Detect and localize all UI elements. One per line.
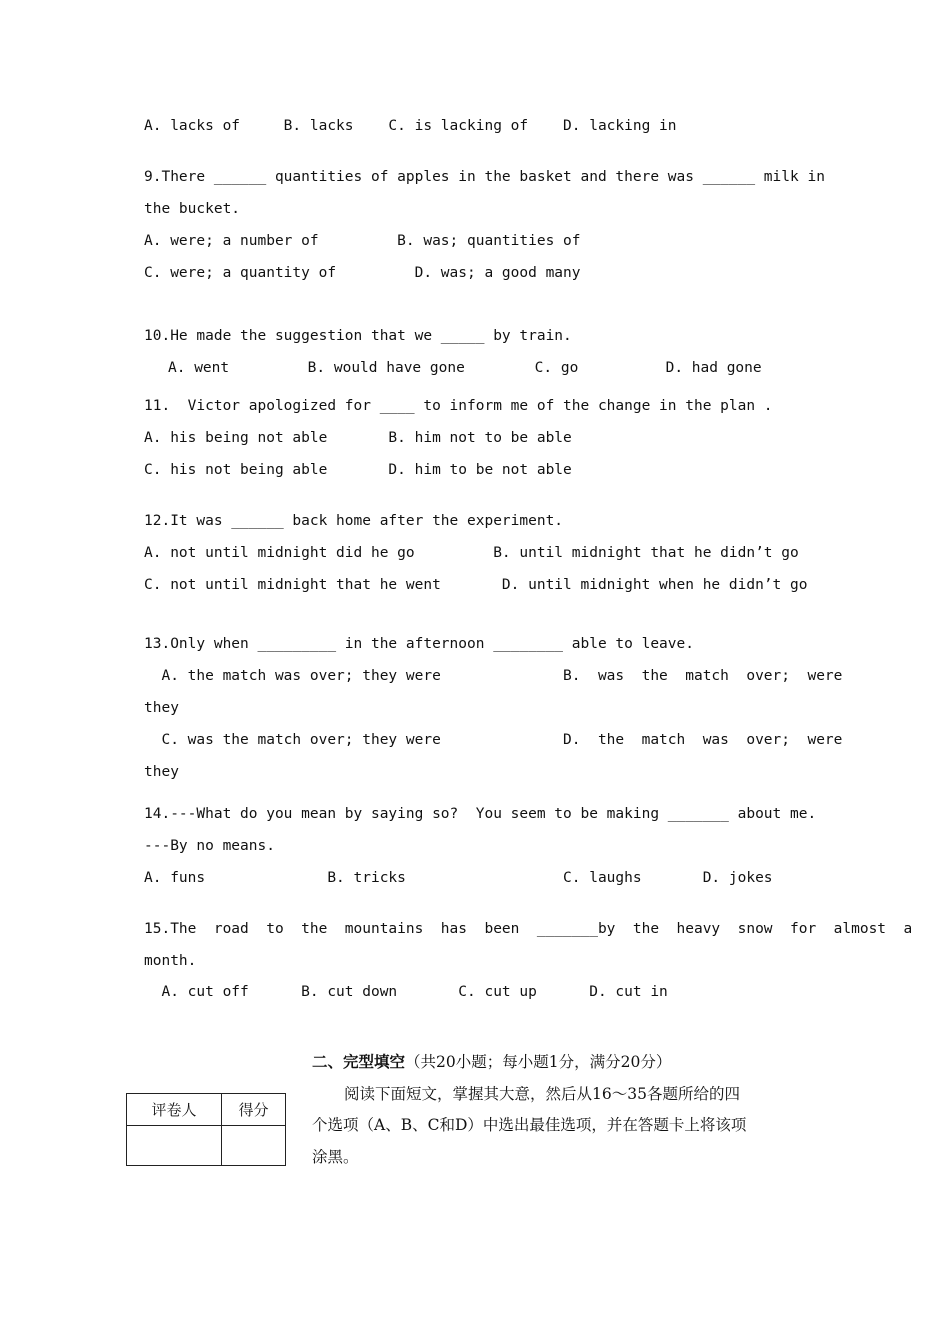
q13-options-ab: A. the match was over; they were B. was the match over; were xyxy=(144,668,843,684)
section-instruction-2: 个选项（A、B、C和D）中选出最佳选项，并在答题卡上将该项 xyxy=(312,1116,747,1134)
q9-stem: 9.There ______ quantities of apples in the basket and there was ______ milk in xyxy=(144,169,825,185)
section-subtitle: （共20小题；每小题1分，满分20分） xyxy=(405,1053,672,1071)
q12-options-cd: C. not until midnight that he went D. until midnight when he didn’t go xyxy=(144,577,808,593)
q12-options-ab: A. not until midnight did he go B. until midnight that he didn’t go xyxy=(144,545,799,561)
q15-stem: 15.The road to the mountains has been _______by the heavy snow for almost a xyxy=(144,921,913,937)
q14-stem: 14.---What do you mean by saying so? You seem to be making _______ about me. xyxy=(144,806,817,822)
q13-stem: 13.Only when _________ in the afternoon ________ able to leave. xyxy=(144,636,694,652)
grader-cell[interactable] xyxy=(127,1126,222,1166)
q13-options-ab-cont: they xyxy=(144,700,179,716)
grader-header: 评卷人 xyxy=(127,1094,222,1126)
q9-options-ab: A. were; a number of B. was; quantities of xyxy=(144,233,581,249)
q15-options: A. cut off B. cut down C. cut up D. cut in xyxy=(144,984,668,1000)
section-instruction-3: 涂黑。 xyxy=(312,1148,359,1166)
section-title: 二、完型填空 xyxy=(312,1052,406,1071)
q13-options-cd: C. was the match over; they were D. the match was over; were xyxy=(144,732,843,748)
q14-reply: ---By no means. xyxy=(144,838,275,854)
score-header: 得分 xyxy=(221,1094,285,1126)
q10-options: A. went B. would have gone C. go D. had gone xyxy=(168,360,762,376)
q9-stem-cont: the bucket. xyxy=(144,201,241,217)
q11-stem: 11. Victor apologized for ____ to inform me of the change in the plan . xyxy=(144,398,773,414)
q12-stem: 12.It was ______ back home after the experiment. xyxy=(144,513,564,529)
section-instruction-1: 阅读下面短文，掌握其大意，然后从16～35各题所给的四 xyxy=(344,1085,740,1103)
q15-stem-cont: month. xyxy=(144,953,197,969)
section-heading xyxy=(312,1052,671,1072)
score-table xyxy=(126,1093,286,1166)
score-cell[interactable] xyxy=(221,1126,285,1166)
q11-options-cd: C. his not being able D. him to be not able xyxy=(144,462,572,478)
q14-options: A. funs B. tricks C. laughs D. jokes xyxy=(144,870,773,886)
q10-stem: 10.He made the suggestion that we _____ by train. xyxy=(144,328,572,344)
q11-options-ab: A. his being not able B. him not to be able xyxy=(144,430,572,446)
q13-options-cd-cont: they xyxy=(144,764,179,780)
q9-options-cd: C. were; a quantity of D. was; a good many xyxy=(144,265,581,281)
q8-options: A. lacks of B. lacks C. is lacking of D. lacking in xyxy=(144,118,677,134)
